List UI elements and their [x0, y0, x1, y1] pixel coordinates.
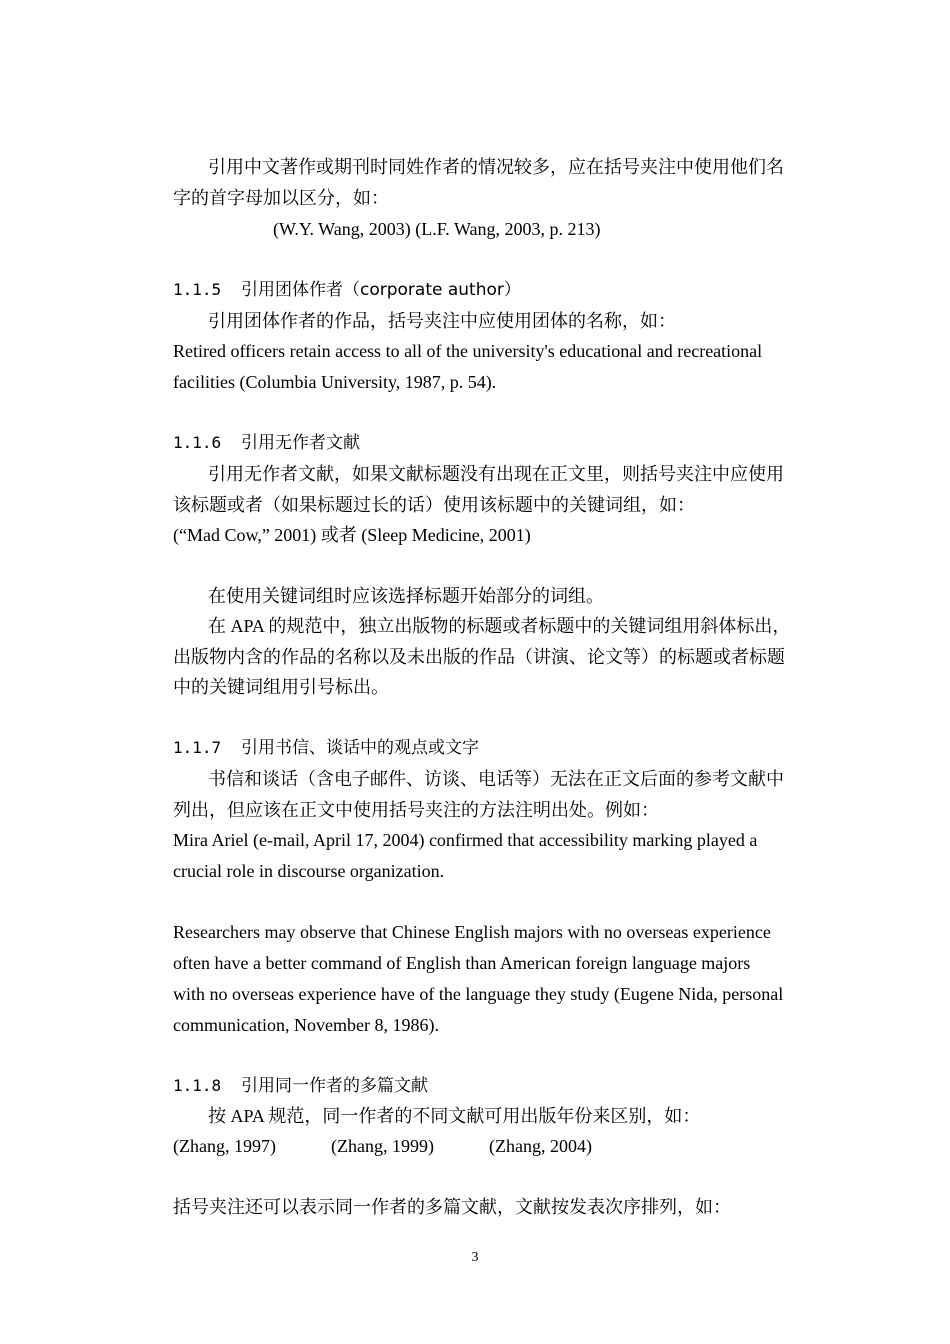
example-corporate-line2: facilities (Columbia University, 1987, p. 54). [173, 372, 497, 392]
paragraph-no-author-line2: 该标题或者（如果标题过长的话）使用该标题中的关键词组，如： [173, 495, 695, 515]
section-number: 1.1.8 [173, 1076, 222, 1095]
note-apa-italics-line1: 在 APA 的规范中，独立出版物的标题或者标题中的关键词组用斜体标出， [208, 616, 791, 636]
paragraph-multiple-works: 括号夹注还可以表示同一作者的多篇文献，文献按发表次序排列，如： [173, 1197, 731, 1217]
note-apa-italics-line3: 中的关键词组用引号标出。 [173, 677, 389, 697]
section-number: 1.1.6 [173, 433, 222, 452]
section-title: 引用同一作者的多篇文献 [241, 1076, 428, 1096]
section-title: 引用无作者文献 [241, 433, 360, 453]
example-corporate-line1: Retired officers retain access to all of the university's educational and recreational [173, 341, 763, 361]
section-heading-1-1-7 [173, 737, 479, 759]
paragraph-corporate-author: 引用团体作者的作品，括号夹注中应使用团体的名称，如： [208, 311, 676, 331]
citation-zhang-1997: (Zhang, 1997) [173, 1136, 276, 1156]
example-email-line2: crucial role in discourse organization. [173, 861, 445, 881]
example-communication-line2: often have a better command of English than American foreign language majors [173, 953, 751, 973]
page-number: 3 [471, 1250, 479, 1265]
paragraph-same-author: 按 APA 规范，同一作者的不同文献可用出版年份来区别，如： [208, 1106, 701, 1126]
paragraph-no-author-line1: 引用无作者文献，如果文献标题没有出现在正文里，则括号夹注中应使用 [208, 464, 784, 484]
paragraph-letters-line1: 书信和谈话（含电子邮件、访谈、电话等）无法在正文后面的参考文献中 [208, 769, 784, 789]
example-email-line1: Mira Ariel (e-mail, April 17, 2004) confirmed that accessibility marking played a [173, 830, 758, 850]
section-heading-1-1-8 [173, 1075, 428, 1097]
section-title: 引用团体作者（corporate author） [241, 280, 521, 300]
example-communication-line3: with no overseas experience have of the language they study (Eugene Nida, personal [173, 984, 784, 1004]
example-zhang-row [173, 1135, 592, 1157]
section-number: 1.1.7 [173, 738, 222, 757]
note-apa-italics-line2: 出版物内含的作品的名称以及未出版的作品（讲演、论文等）的标题或者标题 [173, 647, 785, 667]
paragraph-same-surname-line2: 字的首字母加以区分，如： [173, 188, 389, 208]
section-title: 引用书信、谈话中的观点或文字 [241, 738, 479, 758]
paragraph-same-surname-line1: 引用中文著作或期刊时同姓作者的情况较多，应在括号夹注中使用他们名 [208, 157, 784, 177]
citation-example-wang: (W.Y. Wang, 2003) (L.F. Wang, 2003, p. 213) [273, 219, 601, 239]
paragraph-letters-line2: 列出，但应该在正文中使用括号夹注的方法注明出处。例如： [173, 800, 659, 820]
citation-zhang-2004: (Zhang, 2004) [488, 1136, 592, 1156]
citation-zhang-1999: (Zhang, 1999) [330, 1136, 434, 1156]
note-key-phrase: 在使用关键词组时应该选择标题开始部分的词组。 [208, 586, 604, 606]
example-no-author: (“Mad Cow,” 2001) 或者 (Sleep Medicine, 2001) [173, 525, 531, 545]
example-communication-line1: Researchers may observe that Chinese English majors with no overseas experience [173, 922, 771, 942]
section-heading-1-1-6 [173, 432, 360, 454]
section-heading-1-1-5 [173, 279, 521, 301]
section-number: 1.1.5 [173, 280, 222, 299]
example-communication-line4: communication, November 8, 1986). [173, 1015, 439, 1035]
